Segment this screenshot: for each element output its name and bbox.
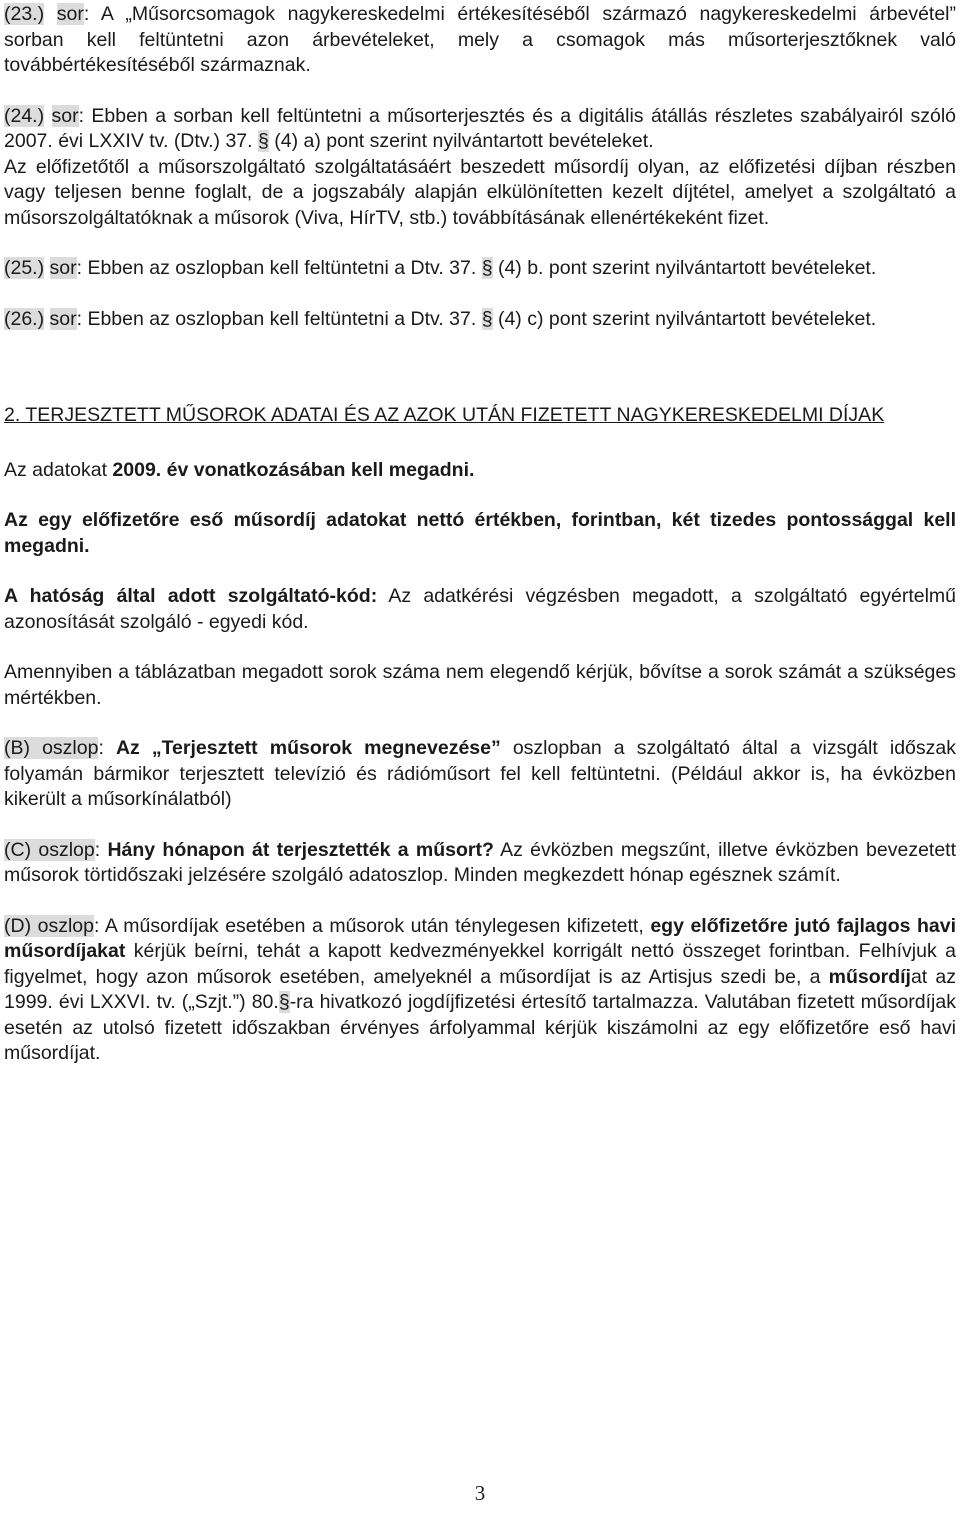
paragraph-row-26 <box>4 307 956 333</box>
paragraph-row-25 <box>4 256 956 282</box>
column-d-bold-1: egy előfizetőre jutó fajlagos havi műsordíjakat <box>4 914 956 962</box>
section-heading: 2. TERJESZTETT MŰSOROK ADATAI ÉS AZ AZOK UTÁN FIZETETT NAGYKERESKEDELMI DÍJAK <box>4 404 885 426</box>
section-sign: § <box>481 257 493 279</box>
provider-code-label: A hatóság által adott szolgáltató-kód: <box>4 585 378 607</box>
column-b-title: Az „Terjesztett műsorok megnevezése” <box>115 737 501 759</box>
row-ref-23: (23.) <box>4 3 45 25</box>
rows-note <box>4 660 956 711</box>
document-page <box>4 2 956 1067</box>
year-note <box>4 458 956 484</box>
row-label: sor <box>51 104 79 127</box>
row-24-detail-text: Az előfizetőtől a műsorszolgáltató szolgáltatásáért beszedett műsordíj olyan, az előfizetési díjban részben vagy teljesen benne foglalt, de a jogszabály alapján elkülönítetten kezelt díjtétel, amelyet a szolgáltató a műsorszolgáltatóknak a műsorok (Viva, HírTV, stb.) továbbításának ellenértékeként fizet. <box>4 155 956 229</box>
rows-note-text: Amennyiben a táblázatban megadott sorok száma nem elegendő kérjük, bővítse a sorok számát a szükséges mértékben. <box>4 661 956 709</box>
paragraph-row-24-detail <box>4 155 956 232</box>
section-sign: § <box>257 130 269 152</box>
column-d-note <box>4 914 956 1067</box>
section-sign: § <box>278 991 290 1013</box>
row-ref-25: (25.) <box>4 257 45 279</box>
provider-code-note <box>4 584 956 635</box>
column-c-text: Az évközben megszűnt, illetve évközben bevezetett műsorok törtidőszaki jelzésére szolgáló adatoszlop. Minden megkezdett hónap egésznek számít. <box>4 838 957 886</box>
row-24-text: : Ebben a sorban kell feltüntetni a műsorterjesztés és a digitális átállás részletes szabályairól szóló 2007. évi LXXIV tv. (Dtv.) 37. <box>4 104 957 152</box>
page-number: 3 <box>474 1481 486 1505</box>
row-23-text: : A „Műsorcsomagok nagykereskedelmi értékesítéséből származó nagykereskedelmi árbevétel” sorban kell feltüntetni azon árbevételeket, mely a csomagok más műsorterjesztőknek való továbbértékesítéséből származnak. <box>4 3 957 76</box>
column-b-note <box>4 736 956 813</box>
column-c-ref: (C) oszlop <box>4 838 95 861</box>
column-d-text-4: -ra hivatkozó jogdíjfizetési értesítő tartalmazza. Valutában fizetett műsordíjak esetén az utolsó fizetett időszakban érvényes árfolyammal kérjük kiszámolni az egy előfizetőre eső havi műsordíjat. <box>4 991 956 1064</box>
column-c-note <box>4 838 956 889</box>
column-d-ref: (D) oszlop <box>4 914 94 937</box>
provider-code-text: Az adatkérési végzésben megadott, a szolgáltató egyértelmű azonosítását szolgáló - egyedi kód. <box>4 585 956 633</box>
row-26-text: : Ebben az oszlopban kell feltüntetni a Dtv. 37. <box>76 307 477 330</box>
column-d-text-2: kérjük beírni, tehát a kapott kedvezményekkel korrigált nettó összeget forintban. Felhívjuk a figyelmet, hogy azon műsorok esetében, amelyeknél a műsordíjat is az Artisjus szedi be, a <box>4 940 956 988</box>
column-d-bold-2: műsordíj <box>828 965 911 988</box>
row-label: sor <box>56 3 84 25</box>
paragraph-row-23 <box>4 2 956 79</box>
year-note-bold: 2009. év vonatkozásában kell megadni. <box>112 458 475 481</box>
column-c-title: Hány hónapon át terjesztették a műsort? <box>107 838 494 861</box>
column-b-text: oszlopban a szolgáltató által a vizsgált időszak folyamán bármikor terjesztett televízió és rádióműsort fel kell feltüntetni. (Például akkor is, ha évközben kikerült a műsorkínálatból) <box>4 737 956 810</box>
colon: : <box>98 737 116 759</box>
fee-note <box>4 508 956 559</box>
column-d-text-1: : A műsordíjak esetében a műsorok után ténylegesen kifizetett, <box>93 914 651 937</box>
column-d-text-3: at az 1999. évi LXXVI. tv. („Szjt.”) 80. <box>4 965 956 1013</box>
row-label: sor <box>49 257 77 279</box>
row-25-text-2: (4) b. pont szerint nyilvántartott bevételeket. <box>492 257 877 279</box>
fee-note-bold: Az egy előfizetőre eső műsordíj adatokat nettó értékben, forintban, két tizedes pontossággal kell megadni. <box>4 509 956 557</box>
row-ref-24: (24.) <box>4 104 45 127</box>
row-26-text-2: (4) c) pont szerint nyilvántartott bevételeket. <box>492 307 877 330</box>
row-24-text-2: (4) a) pont szerint nyilvántartott bevételeket. <box>268 130 654 152</box>
row-ref-26: (26.) <box>4 307 45 330</box>
column-b-ref: (B) oszlop <box>4 737 99 759</box>
section-sign: § <box>481 307 493 330</box>
year-note-prefix: Az adatokat <box>4 458 113 481</box>
paragraph-row-24 <box>4 104 956 155</box>
row-25-text: : Ebben az oszlopban kell feltüntetni a Dtv. 37. <box>76 257 477 279</box>
row-label: sor <box>49 307 77 330</box>
colon: : <box>94 838 108 861</box>
